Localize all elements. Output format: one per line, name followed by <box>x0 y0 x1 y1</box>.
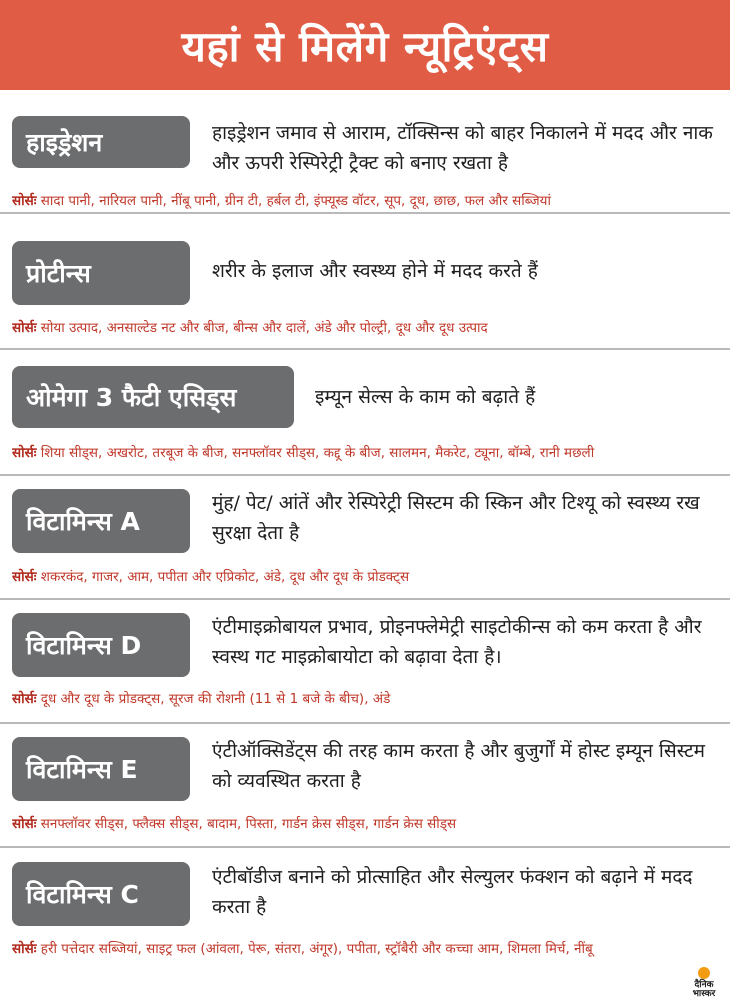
sources-list: हरी पत्तेदार सब्जियां, साइट्र फल (आंवला, पेरू, संतरा, अंगूर), पपीता, स्ट्रॉबैरी और कच्चा आम, शिमला मिर्च, नींबू <box>40 941 593 957</box>
sources-prefix: सोर्सः <box>12 320 37 336</box>
header-banner <box>0 0 730 90</box>
section-label: हाइड्रेशन <box>12 116 190 168</box>
section-description: मुंह/ पेट/ आंतें और रेस्पिरेट्री सिस्टम की स्किन और टिश्यू को स्वस्थ्य रख सुरक्षा देता है <box>212 492 700 544</box>
section-proteins <box>0 214 730 350</box>
section-label: ओमेगा 3 फैटी एसिड्स <box>12 366 294 428</box>
section-label: विटामिन्स E <box>12 737 190 801</box>
section-sources <box>12 443 726 461</box>
section-description: एंटीमाइक्रोबायल प्रभाव, प्रोइनफ्लेमेट्री साइटोकीन्स को कम करता है और स्वस्थ गट माइक्रोबायोटा को बढ़ावा देता है। <box>212 616 702 668</box>
section-description: शरीर के इलाज और स्वस्थ्य होने में मदद करते हैं <box>212 260 538 282</box>
section-description: एंटीऑक्सिडेंट्स की तरह काम करता है और बुजुर्गों में होस्ट इम्यून सिस्टम को व्यवस्थित करता है <box>212 740 706 792</box>
sources-list: सनफ्लॉवर सीड्स, फ्लैक्स सीड्स, बादाम, पिस्ता, गार्डन क्रेस सीड्स, गार्डन क्रेस सीड्स <box>40 816 457 832</box>
section-label: विटामिन्स D <box>12 613 190 677</box>
section-label: प्रोटीन्स <box>12 241 190 305</box>
section-sources <box>12 567 726 585</box>
section-hydration <box>0 90 730 214</box>
section-vitamin-d <box>0 600 730 724</box>
sources-list: सादा पानी, नारियल पानी, नींबू पानी, ग्रीन टी, हर्बल टी, इंफ्यूस्ड वॉटर, सूप, दूध, छाछ, फल और सब्जियां <box>40 193 551 209</box>
sources-prefix: सोर्सः <box>12 941 37 957</box>
sources-prefix: सोर्सः <box>12 193 37 209</box>
section-sources <box>12 191 726 209</box>
section-sources <box>12 318 726 336</box>
section-omega3 <box>0 350 730 476</box>
sources-list: सोया उत्पाद, अनसाल्टेड नट और बीज, बीन्स और दालें, अंडे और पोल्ट्री, दूध और दूध उत्पाद <box>40 320 488 336</box>
sources-prefix: सोर्सः <box>12 569 37 585</box>
section-sources <box>12 689 726 707</box>
sources-list: शिया सीड्स, अखरोट, तरबूज के बीज, सनफ्लॉवर सीड्स, कद्दू के बीज, सालमन, मैकरेट, ट्यूना, बॉम्बे, रानी मछली <box>40 445 595 461</box>
section-label: विटामिन्स A <box>12 489 190 553</box>
section-vitamin-e <box>0 724 730 848</box>
section-sources <box>12 939 726 957</box>
publisher-logo <box>682 963 726 999</box>
section-vitamin-a <box>0 476 730 600</box>
sources-prefix: सोर्सः <box>12 445 37 461</box>
sources-prefix: सोर्सः <box>12 691 37 707</box>
page-title: यहां से मिलेंगे न्यूट्रिएंट्स <box>181 21 549 71</box>
section-vitamin-c <box>0 848 730 1005</box>
section-sources <box>12 814 726 832</box>
section-label: विटामिन्स C <box>12 862 190 926</box>
section-description: एंटीबॉडीज बनाने को प्रोत्साहित और सेल्युलर फंक्शन को बढ़ाने में मदद करता है <box>212 866 693 918</box>
sources-list: दूध और दूध के प्रोडक्ट्स, सूरज की रोशनी (11 से 1 बजे के बीच), अंडे <box>40 691 391 707</box>
sources-prefix: सोर्सः <box>12 816 37 832</box>
sun-icon <box>698 967 710 979</box>
sources-list: शकरकंद, गाजर, आम, पपीता और एप्रिकोट, अंडे, दूध और दूध के प्रोडक्ट्स <box>40 569 410 585</box>
logo-text: दैनिक भास्कर <box>692 980 716 999</box>
section-description: इम्यून सेल्स के काम को बढ़ाते हैं <box>315 386 536 408</box>
section-description: हाइड्रेशन जमाव से आराम, टॉक्सिन्स को बाहर निकालने में मदद और नाक और ऊपरी रेस्पिरेट्री ट्रैक्ट को बनाए रखता है <box>212 122 713 174</box>
